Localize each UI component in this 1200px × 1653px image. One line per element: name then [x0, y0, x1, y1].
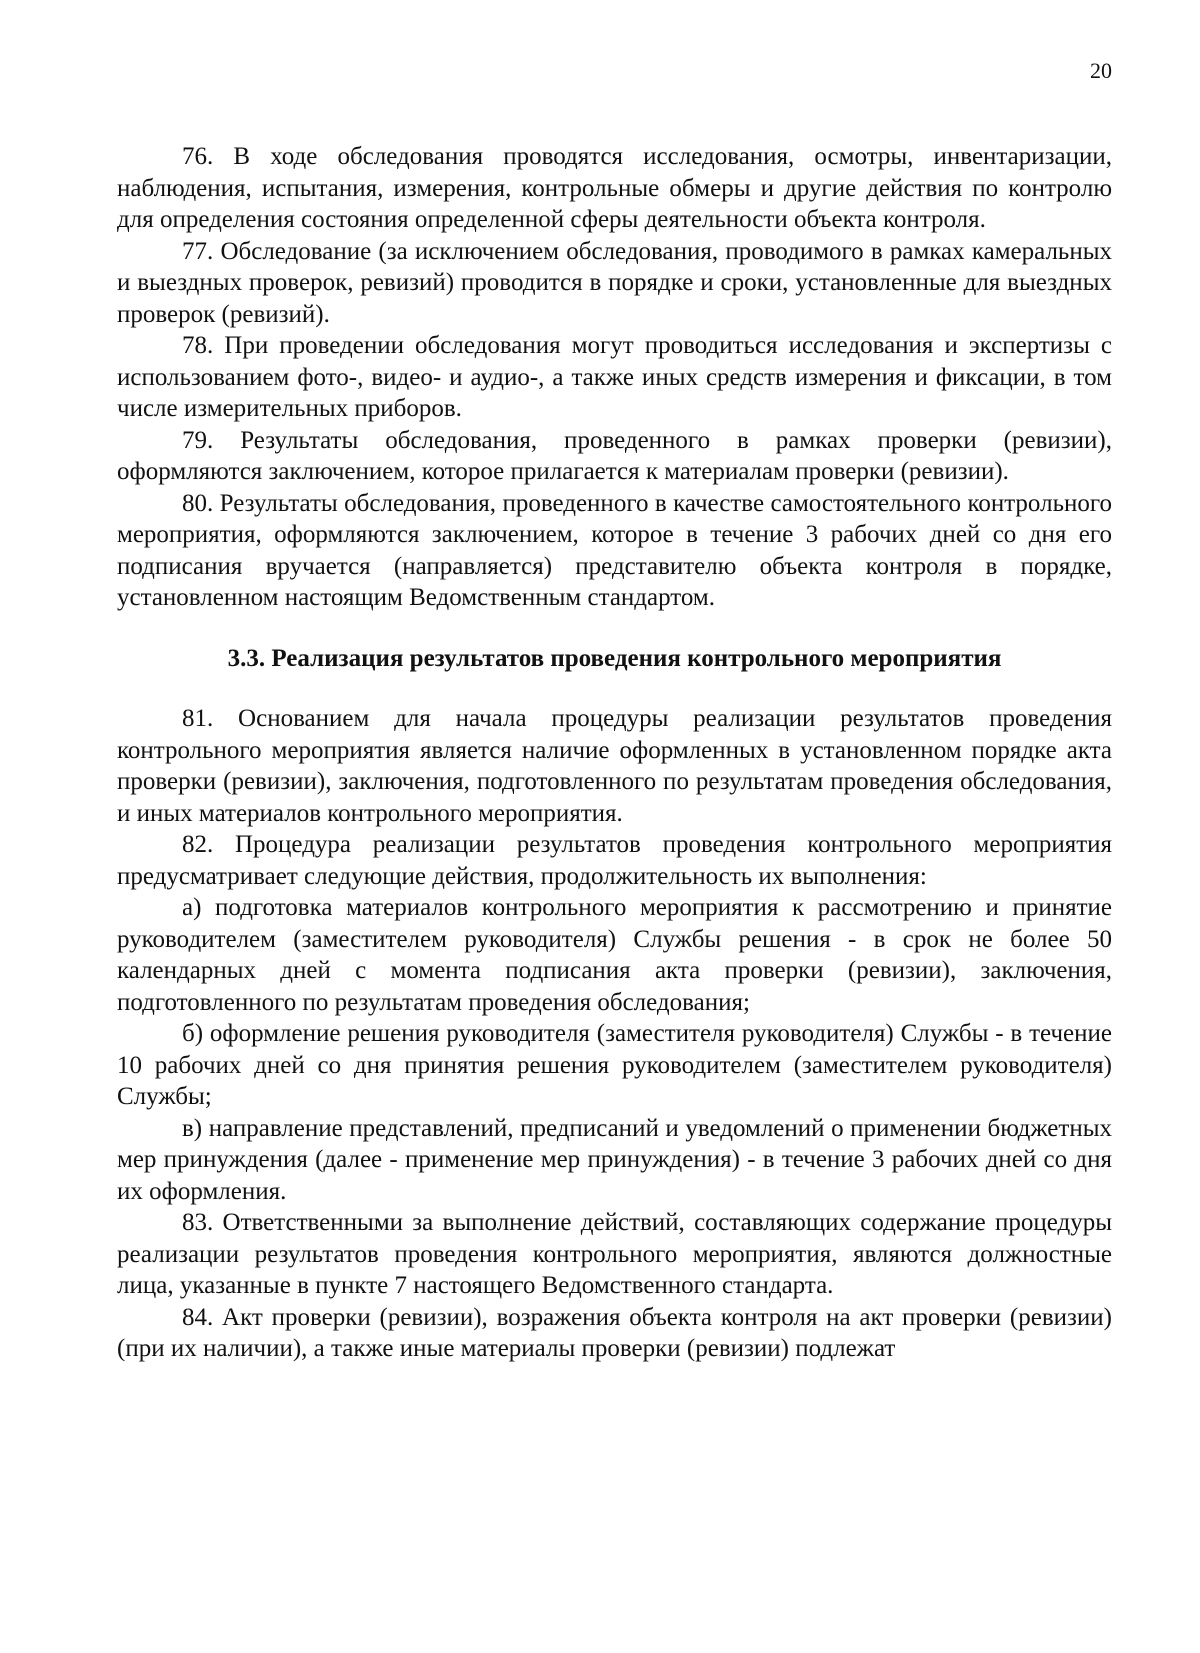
paragraph-81: 81. Основанием для начала процедуры реализации результатов проведения контрольного мероприятия является наличие оформленных в установленном порядке акта проверки (ревизии), заключения, подготовленного по результатам проведения обследования, и иных материалов контрольного мероприятия. [117, 705, 1112, 827]
paragraph-82-a: а) подготовка материалов контрольного мероприятия к рассмотрению и принятие руководителем (заместителем руководителя) Службы решения - в срок не более 50 календарных дней с момента подписания акта проверки (ревизии), заключения, подготовленного по результатам проведения обследования; [117, 894, 1112, 1016]
paragraph-76: 76. В ходе обследования проводятся исследования, осмотры, инвентаризации, наблюдения, испытания, измерения, контрольные обмеры и другие действия по контролю для определения состояния определенной сферы деятельности объекта контроля. [117, 143, 1112, 233]
paragraph-79: 79. Результаты обследования, проведенного в рамках проверки (ревизии), оформляются заключением, которое прилагается к материалам проверки (ревизии). [117, 426, 1112, 485]
paragraph-82: 82. Процедура реализации результатов проведения контрольного мероприятия предусматривает следующие действия, продолжительность их выполнения: [117, 831, 1112, 890]
paragraph-84: 84. Акт проверки (ревизии), возражения объекта контроля на акт проверки (ревизии) (при их наличии), а также иные материалы проверки (ревизии) подлежат [117, 1303, 1112, 1362]
paragraph-82-b: б) оформление решения руководителя (заместителя руководителя) Службы - в течение 10 рабочих дней со дня принятия решения руководителем (заместителем руководителя) Службы; [117, 1020, 1112, 1110]
section-heading: 3.3. Реализация результатов проведения контрольного мероприятия [227, 644, 1002, 672]
paragraph-78: 78. При проведении обследования могут проводиться исследования и экспертизы с использованием фото-, видео- и аудио-, а также иных средств измерения и фиксации, в том числе измерительных приборов. [117, 332, 1112, 422]
paragraph-80: 80. Результаты обследования, проведенного в качестве самостоятельного контрольного мероприятия, оформляются заключением, которое в течение 3 рабочих дней со дня его подписания вручается (направляется) представителю объекта контроля в порядке, установленном настоящим Ведомственным стандартом. [117, 489, 1112, 611]
paragraph-83: 83. Ответственными за выполнение действий, составляющих содержание процедуры реализации результатов проведения контрольного мероприятия, являются должностные лица, указанные в пункте 7 настоящего Ведомственного стандарта. [117, 1209, 1112, 1299]
paragraph-77: 77. Обследование (за исключением обследования, проводимого в рамках камеральных и выездных проверок, ревизий) проводится в порядке и сроки, установленные для выездных проверок (ревизий). [117, 237, 1112, 328]
paragraph-82-v: в) направление представлений, предписаний и уведомлений о применении бюджетных мер принуждения (далее - применение мер принуждения) - в течение 3 рабочих дней со дня их оформления. [117, 1114, 1112, 1205]
document-body [117, 141, 1112, 1365]
page-number: 20 [1090, 58, 1112, 83]
